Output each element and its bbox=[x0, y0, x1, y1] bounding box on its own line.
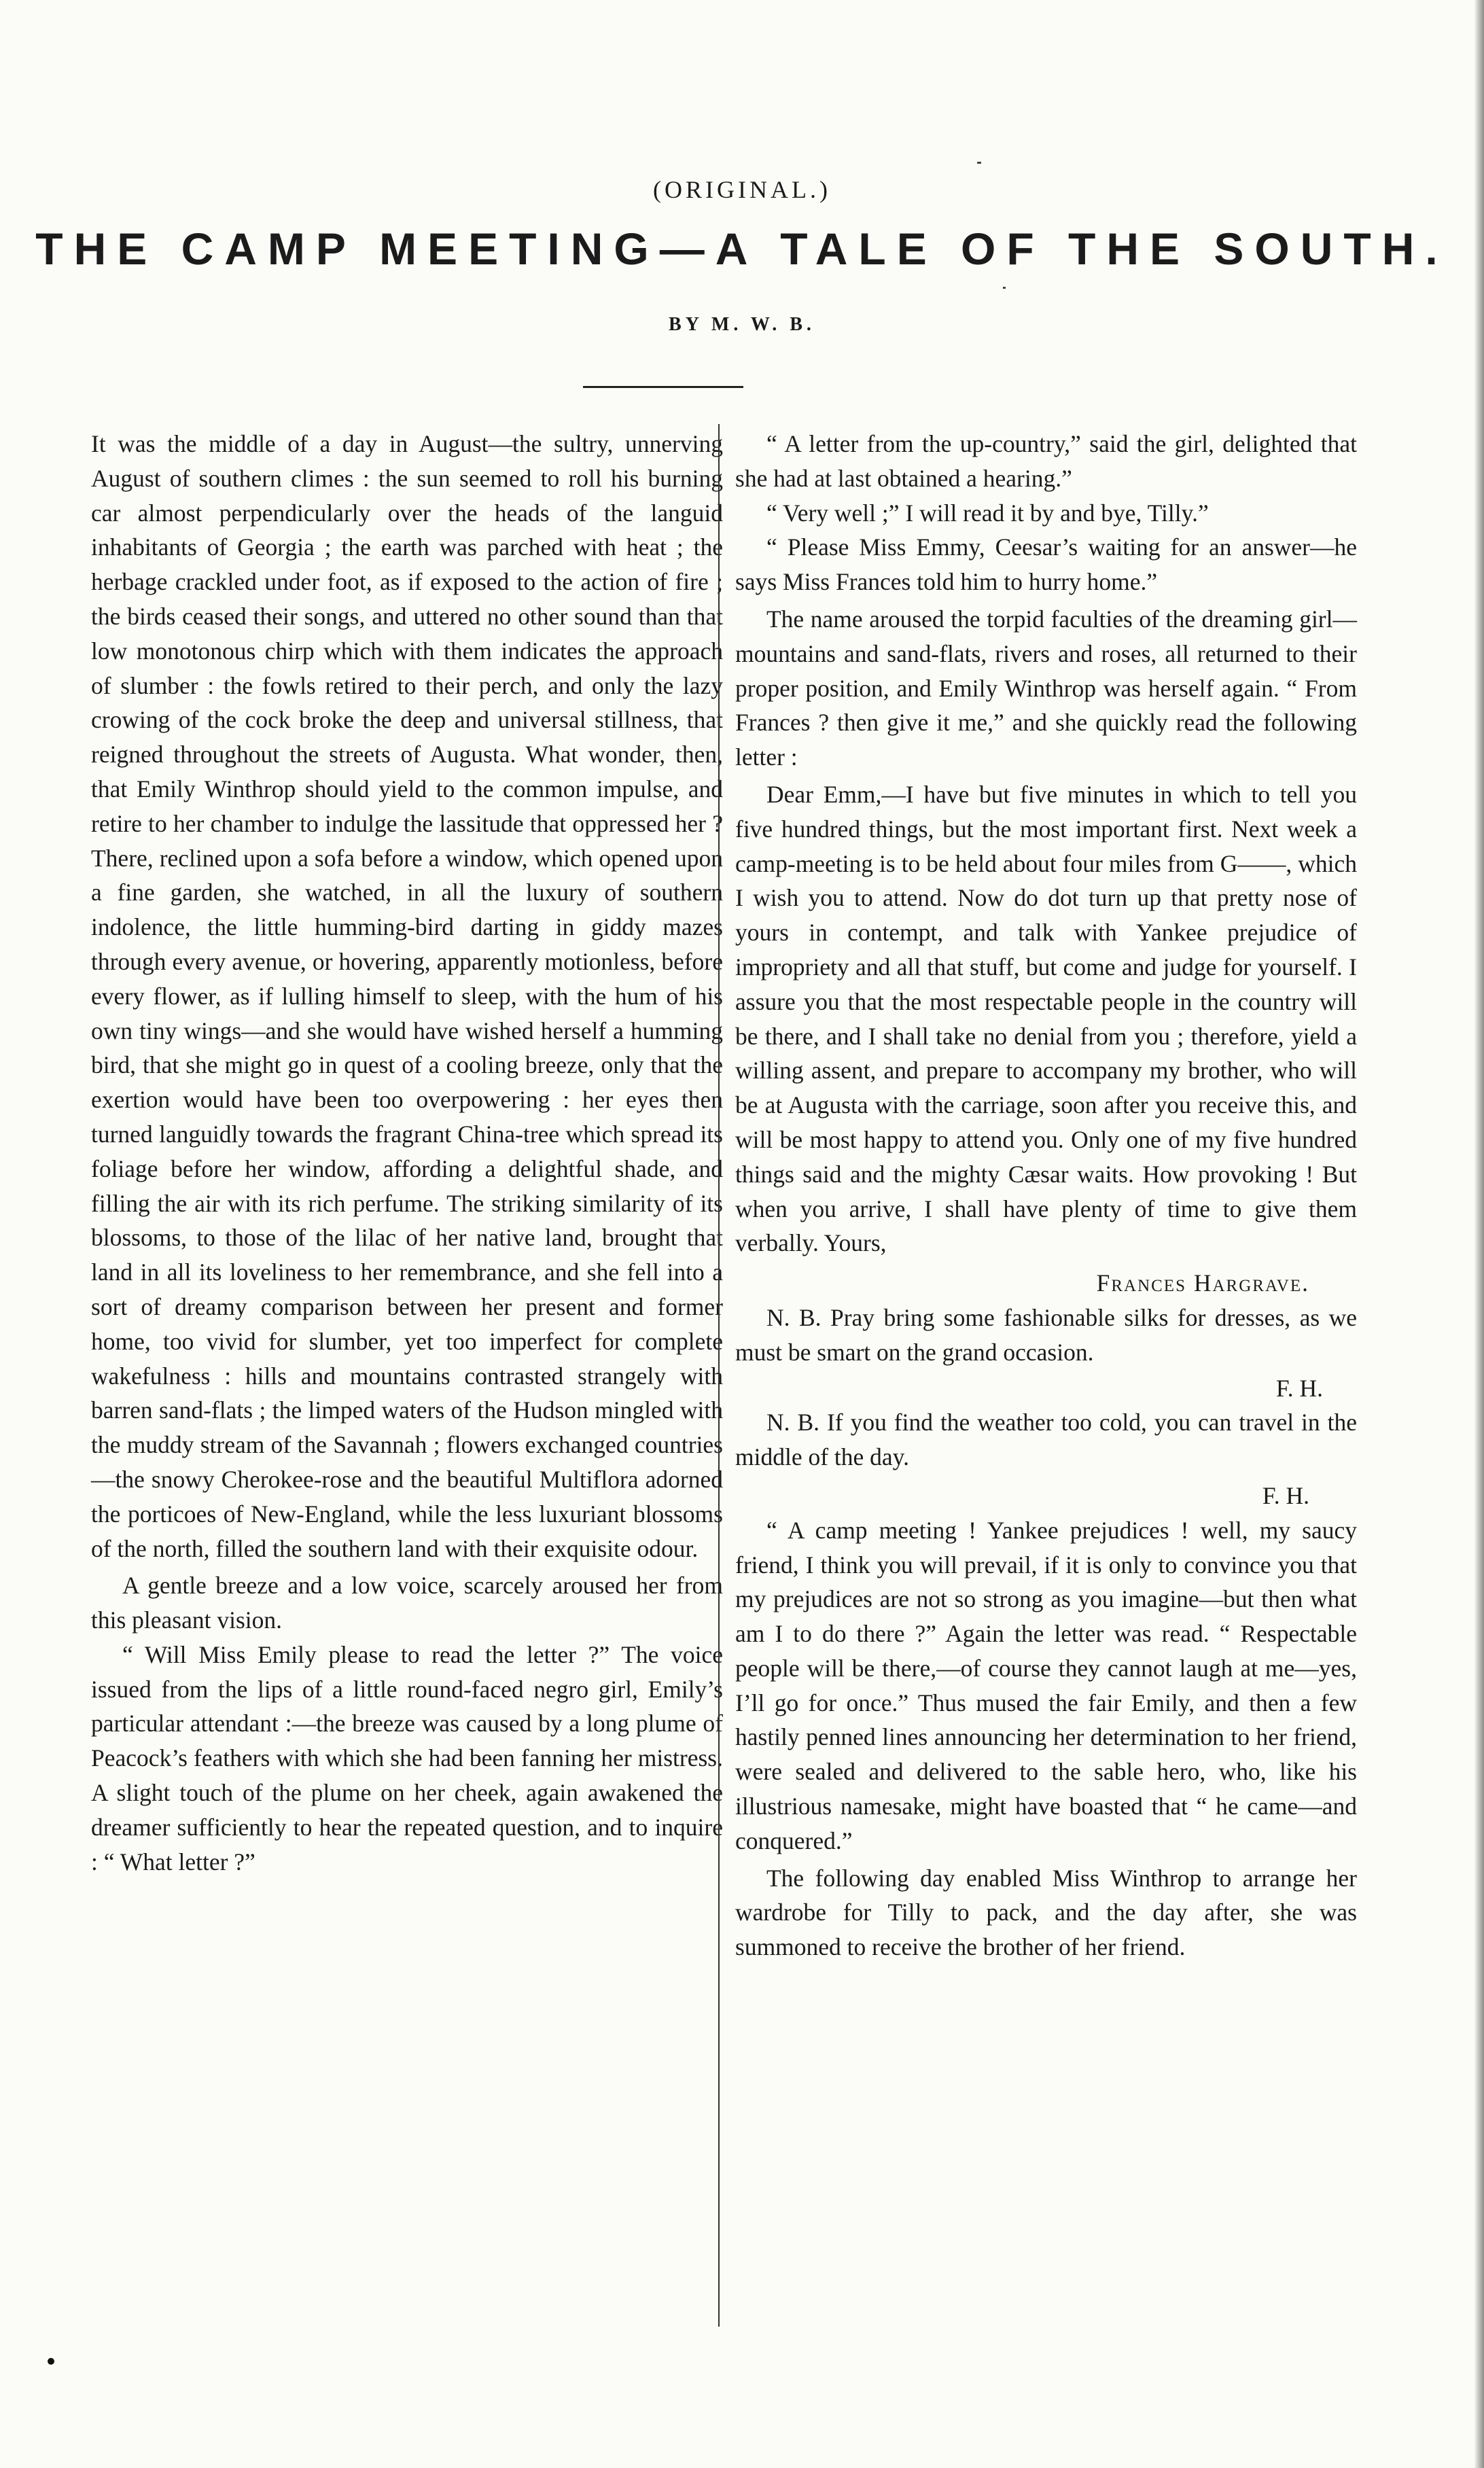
postscript: N. B. Pray bring some fashionable silks for dresses, as we must be smart on the grand occasion. bbox=[735, 1303, 1357, 1366]
paragraph: “ Very well ;” I will read it by and bye, Tilly.” bbox=[766, 499, 1209, 527]
byline: BY M. W. B. bbox=[669, 314, 815, 335]
right-column bbox=[735, 427, 1357, 1964]
ink-speck bbox=[1003, 287, 1006, 289]
paragraph: A gentle breeze and a low voice, scarcely aroused her from this pleasant vision. bbox=[91, 1572, 723, 1634]
postscript-initials: F. H. bbox=[1262, 1481, 1309, 1509]
left-column bbox=[91, 427, 723, 1879]
ink-dot bbox=[48, 2358, 54, 2365]
title-rule bbox=[583, 386, 743, 388]
article-title: THE CAMP MEETING—A TALE OF THE SOUTH. bbox=[35, 224, 1449, 274]
paragraph: The following day enabled Miss Winthrop to arrange her wardrobe for Tilly to pack, and the day after, she was summoned to receive the brother of her friend. bbox=[735, 1864, 1357, 1961]
paragraph: “ Will Miss Emily please to read the letter ?” The voice issued from the lips of a little round-faced negro girl, Emily’s particular attendant :—the breeze was caused by a long plume of Peacock’s feathers with which she had been fanning her mistress. A slight touch of the plume on her cheek, again awakened the dreamer sufficiently to hear the repeated question, and to inquire : “ What letter ?” bbox=[91, 1640, 723, 1875]
paragraph: It was the middle of a day in August—the sultry, unnerving August of southern climes : the sun seemed to roll his burning car almost perpendicularly over the heads of the languid inhabitants of Georgia ; the earth was parched with heat ; the herbage crackled under foot, as if exposed to the action of fire ; the birds ceased their songs, and uttered no other sound than that low monotonous chirp which with them indicates the approach of slumber : the fowls retired to their perch, and only the lazy crowing of the cock broke the deep and universal stillness, that reigned throughout the streets of Augusta. What wonder, then, that Emily Winthrop should yield to the common impulse, and retire to her chamber to indulge the lassitude that oppressed her ? There, reclined upon a sofa before a window, which opened upon a fine garden, she watched, in all the luxury of southern indolence, the little humming-bird darting in giddy mazes through every avenue, or hovering, apparently motionless, before every flower, as if lulling himself to sleep, with the hum of his own tiny wings—and she would have wished herself a humming bird, that she might go in quest of a cooling breeze, only that the exertion would have been too overpowering : her eyes then turned languidly towards the fragrant China-tree which spread its foliage before her window, affording a delightful shade, and filling the air with its rich perfume. The striking similarity of its blossoms, to those of the lilac of her native land, brought that land in all its loveliness to her remembrance, and she fell into a sort of dreamy comparison between her present and former home, too vivid for slumber, yet too imperfect for complete wakefulness : hills and mountains contrasted strangely with barren sand-flats ; the limped waters of the Hudson mingled with the muddy stream of the Savannah ; flowers exchanged countries—the snowy Cherokee-rose and the beautiful Multiflora adorned the porticoes of New-England, while the less luxuriant blossoms of the north, filled the southern land with their exquisite odour. bbox=[91, 430, 723, 1562]
paragraph: The name aroused the torpid faculties of the dreaming girl—mountains and sand-flats, rivers and roses, all returned to their proper position, and Emily Winthrop was herself again. “ From Frances ? then give it me,” and she quickly read the following letter : bbox=[735, 605, 1357, 771]
column-divider bbox=[718, 424, 720, 2327]
postscript-initials: F. H. bbox=[1275, 1374, 1323, 1402]
paragraph: “ A letter from the up-country,” said the girl, delighted that she had at last obtained a hearing.” bbox=[735, 430, 1357, 492]
postscript: N. B. If you find the weather too cold, you can travel in the middle of the day. bbox=[735, 1409, 1357, 1471]
letter-signature: Frances Hargrave. bbox=[1096, 1269, 1309, 1297]
paragraph: “ Please Miss Emmy, Ceesar’s waiting for an answer—he says Miss Frances told him to hurry home.” bbox=[735, 533, 1357, 596]
letter-body: Dear Emm,—I have but five minutes in which to tell you five hundred things, but the most important first. Next week a camp-meeting is to be held about four miles from G——, which I wish you to attend. Now do dot turn up that pretty nose of yours in contempt, and talk with Yankee prejudice of impropriety and all that stuff, but come and judge for yourself. I assure you that the most respectable people in the country will be there, and I shall take no denial from you ; therefore, yield a willing assent, and prepare to accompany my brother, who will be at Augusta with the carriage, soon after you receive this, and will be most happy to attend you. Only one of my five hundred things said and the mighty Cæsar waits. How provoking ! But when you arrive, I shall have plenty of time to give them verbally. Yours, bbox=[735, 780, 1357, 1257]
original-label: (ORIGINAL.) bbox=[653, 176, 831, 203]
page-edge-shadow bbox=[1474, 0, 1484, 2468]
paragraph: “ A camp meeting ! Yankee prejudices ! well, my saucy friend, I think you will prevail, if it is only to convince you that my prejudices are not so strong as you imagine—but then what am I to do there ?” Again the letter was read. “ Respectable people will be there,—of course they cannot laugh at me—yes, I’ll go for once.” Thus mused the fair Emily, and then a few hastily penned lines announcing her determination to her friend, were sealed and delivered to the sable hero, who, like his illustrious namesake, might have boasted that “ he came—and conquered.” bbox=[735, 1516, 1357, 1854]
ink-speck bbox=[977, 162, 981, 164]
